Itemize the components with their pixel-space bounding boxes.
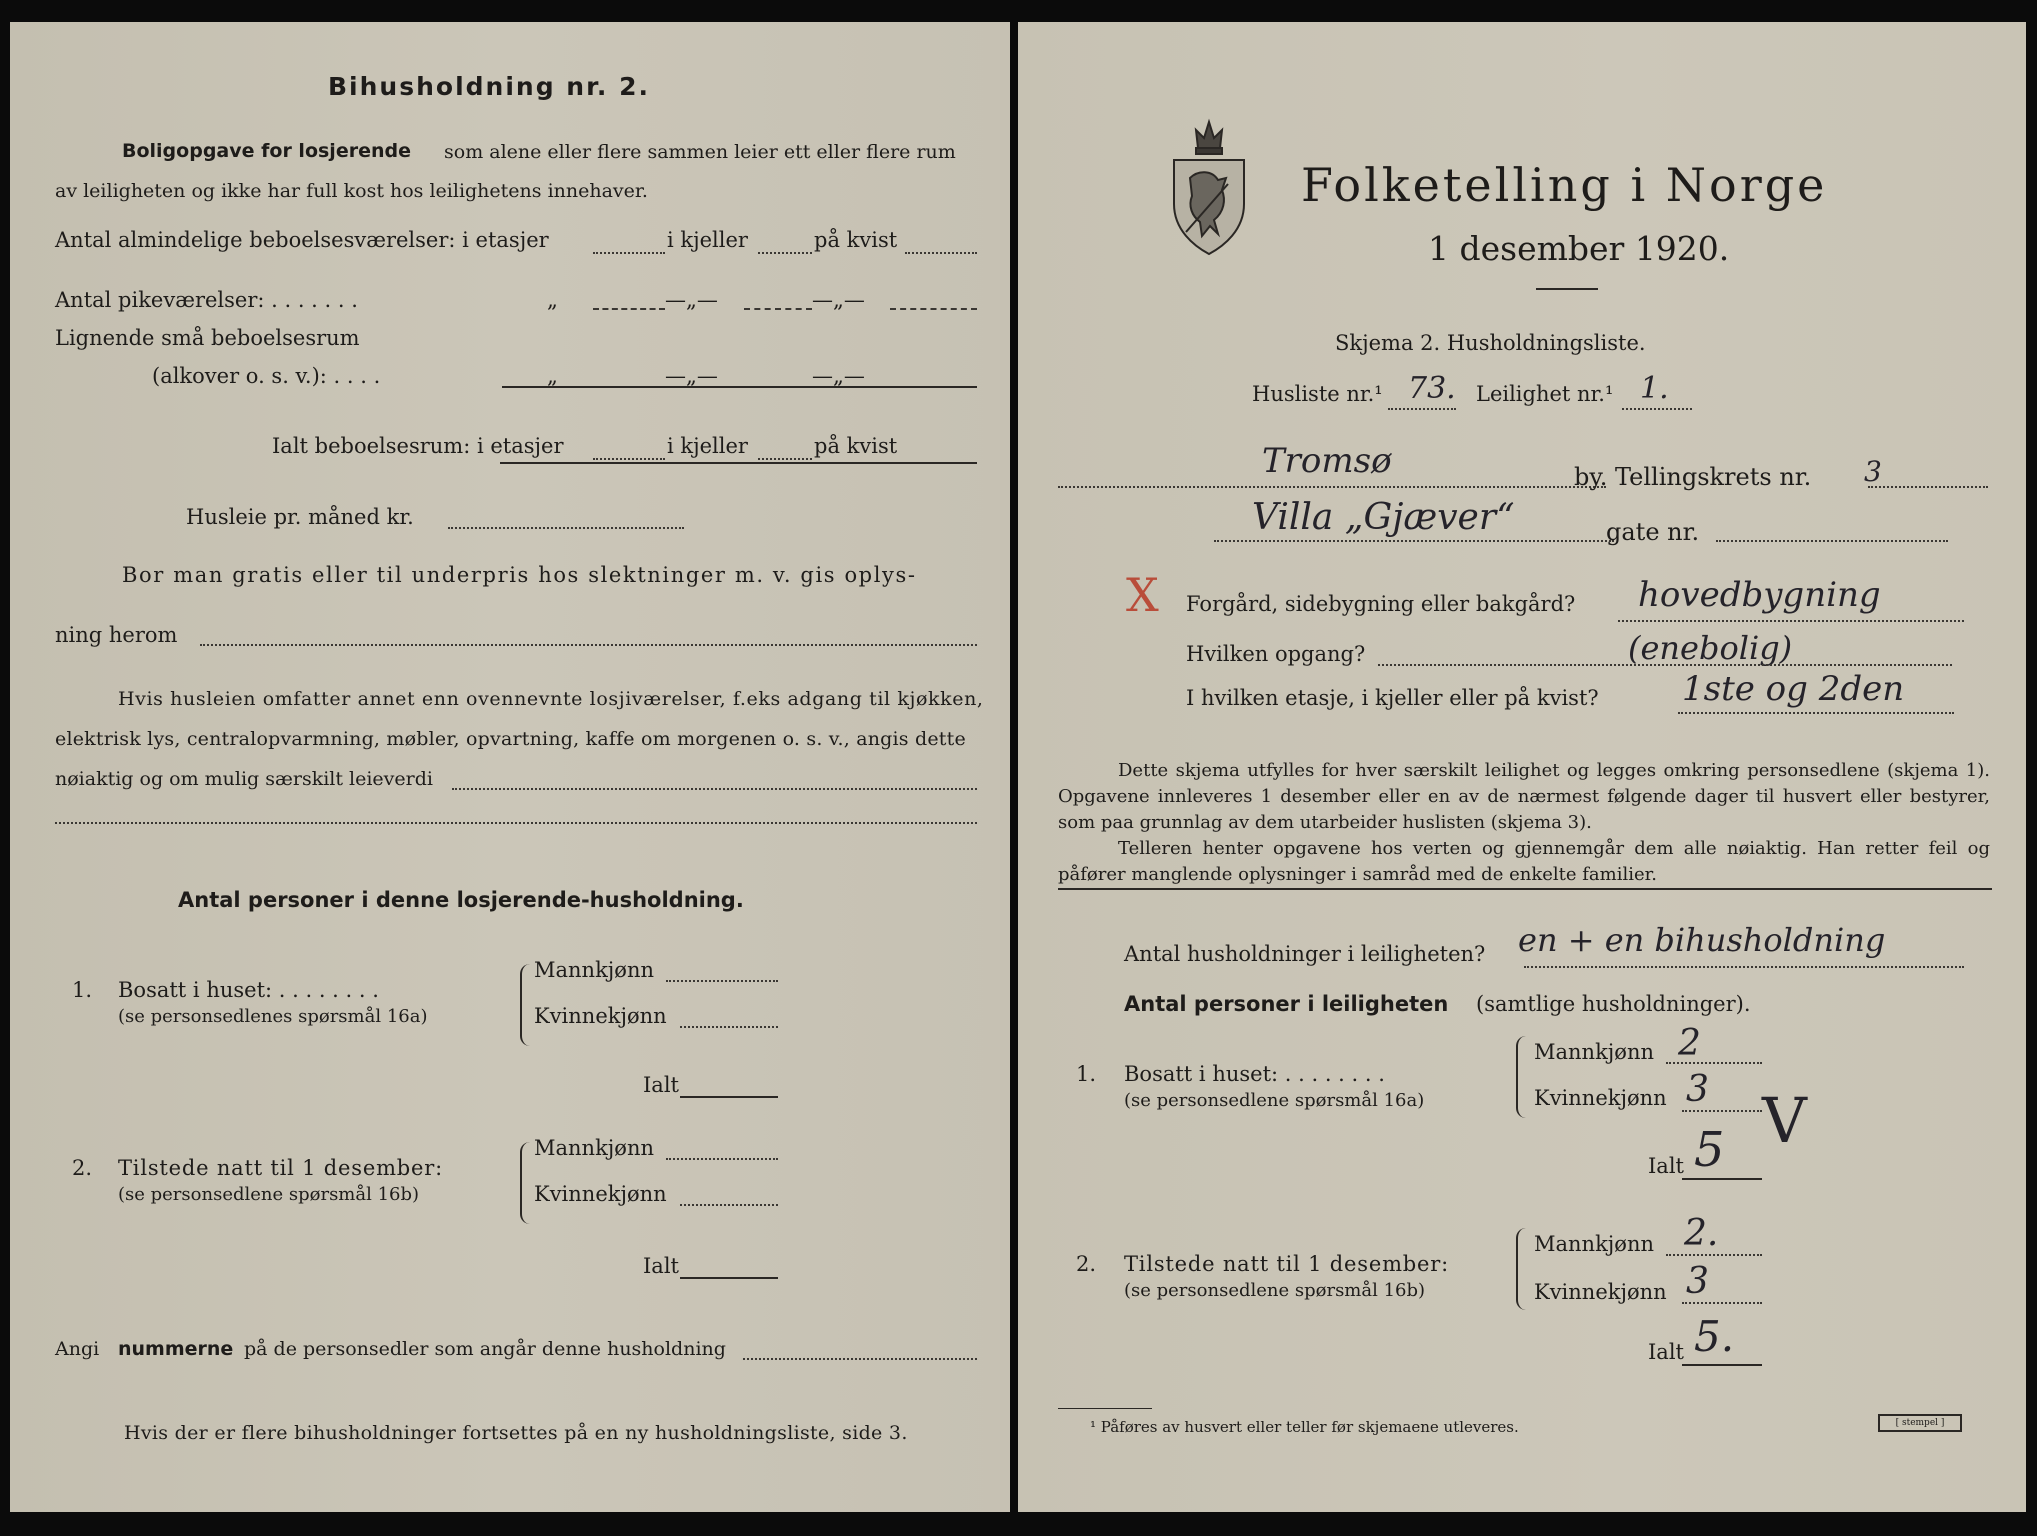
leieverdi-line: [452, 788, 977, 790]
opgang-label: Hvilken opgang?: [1186, 642, 1366, 666]
city-value: Tromsø: [1262, 441, 1392, 481]
right-bosatt-ialt-value: 5: [1694, 1122, 1725, 1178]
husleie-label: Husleie pr. måned kr.: [186, 505, 414, 529]
rooms-kvist-label: på kvist: [814, 228, 898, 252]
street-line: [1214, 540, 1614, 542]
ialt-rooms-label: Ialt beboelsesrum: i etasjer: [272, 434, 564, 458]
instructions-2: Telleren henter opgavene hos verten og gjennemgår dem alle nøiaktig. Han retter feil og påfører manglende oplysninger i samråd med de enkelte familier.: [1058, 838, 1990, 886]
personer-bold: Antal personer i leiligheten: [1124, 992, 1449, 1016]
husleien-line-1: Hvis husleien omfatter annet enn ovennevnte losjiværelser, f.eks adgang til kjøkken,: [118, 688, 984, 710]
opgang-line: [1378, 664, 1952, 666]
rooms-kjeller-line: [758, 252, 812, 254]
intro-line2: av leiligheten og ikke har full kost hos leilighetens innehaver.: [55, 180, 648, 202]
forgard-value: hovedbygning: [1638, 575, 1881, 615]
antal-personer-title: Antal personer i denne losjerende-husholdning.: [178, 888, 744, 912]
skjema-label: Skjema 2. Husholdningsliste.: [1335, 331, 1646, 355]
right-title: Folketelling i Norge: [1301, 158, 1828, 212]
rooms-label: Antal almindelige beboelsesværelser: i etasjer: [55, 228, 549, 252]
instructions-1: Dette skjema utfylles for hver særskilt leilighet og legges omkring personsedlene (skjema 1). Opgavene innleveres 1 desember eller en av de nærmest følgende dager til husvert eller bestyrer, som paa grunnlag av dem utarbeider huslisten (skjema 3).: [1058, 760, 1990, 834]
right-tilstede-label: Tilstede natt til 1 desember:: [1124, 1252, 1449, 1276]
left-bosatt-ialt-line: [680, 1096, 778, 1098]
left-tilstede-sub: (se personsedlene spørsmål 16b): [118, 1184, 420, 1205]
left-bosatt-label: Bosatt i huset: . . . . . . . .: [118, 978, 379, 1002]
left-title: Bihusholdning nr. 2.: [328, 72, 650, 101]
printer-stamp: [ stempel ]: [1878, 1414, 1962, 1432]
husleie-line: [448, 527, 684, 529]
left-tilstede-brace: [520, 1142, 532, 1224]
pike-ditto-2: —„—: [665, 288, 718, 312]
right-tilstede-ialt-line: [1682, 1364, 1762, 1366]
right-bosatt-brace: [1516, 1036, 1528, 1118]
pike-line-3: [890, 308, 977, 310]
extra-line: [55, 822, 977, 824]
alkover-ditto-2: —„—: [665, 364, 718, 388]
husleien-line-2: elektrisk lys, centralopvarmning, møbler, opvartning, kaffe om morgenen o. s. v., angis dette: [55, 728, 966, 750]
husholdninger-value: en + en bihusholdning: [1518, 921, 1886, 959]
left-bosatt-num: 1.: [72, 978, 93, 1002]
forgard-line: [1618, 620, 1964, 622]
left-tilstede-ialt-label: Ialt: [643, 1254, 679, 1278]
footnote-rule: [1058, 1408, 1152, 1409]
ning-herom-line: [200, 644, 977, 646]
angi-pre: Angi: [55, 1338, 100, 1360]
by-label: by. Tellingskrets nr.: [1574, 463, 1812, 491]
left-tilstede-kvinne-label: Kvinnekjønn: [534, 1182, 667, 1206]
right-bosatt-label: Bosatt i huset: . . . . . . . .: [1124, 1062, 1385, 1086]
left-tilstede-num: 2.: [72, 1156, 93, 1180]
rooms-kvist-line: [905, 252, 977, 254]
right-tilstede-mann-value: 2.: [1684, 1213, 1719, 1254]
right-bosatt-sub: (se personsedlene spørsmål 16a): [1124, 1090, 1425, 1111]
right-bosatt-ialt-label: Ialt: [1648, 1154, 1684, 1178]
krets-value: 3: [1864, 455, 1882, 488]
right-page: [1018, 22, 2026, 1512]
leilighet-line: [1622, 408, 1692, 410]
ialt-kvist-label: på kvist: [814, 434, 898, 458]
left-bosatt-mann-label: Mannkjønn: [534, 958, 655, 982]
right-tilstede-kvinne-line: [1682, 1302, 1762, 1304]
gate-label: gate nr.: [1606, 518, 1700, 546]
left-tilstede-kvinne-line: [680, 1204, 778, 1206]
left-bosatt-ialt-label: Ialt: [643, 1073, 679, 1097]
husholdninger-line: [1524, 966, 1964, 968]
gate-line: [1716, 540, 1948, 542]
etasje-value: 1ste og 2den: [1682, 669, 1905, 709]
ialt-kjeller-line: [758, 458, 812, 460]
ialt-underline: [500, 462, 977, 464]
left-bosatt-kvinne-line: [680, 1026, 778, 1028]
right-tilstede-sub: (se personsedlene spørsmål 16b): [1124, 1280, 1426, 1301]
left-footer: Hvis der er flere bihusholdninger fortsettes på en ny husholdningsliste, side 3.: [124, 1422, 908, 1444]
right-bosatt-num: 1.: [1076, 1062, 1097, 1086]
right-tilstede-brace: [1516, 1228, 1528, 1310]
lignende-label: Lignende små beboelsesrum: [55, 326, 360, 350]
left-tilstede-ialt-line: [680, 1277, 778, 1279]
husliste-line: [1388, 408, 1456, 410]
left-bosatt-brace: [520, 964, 532, 1046]
intro-rest: som alene eller flere sammen leier ett eller flere rum: [444, 141, 956, 163]
right-tilstede-kvinne-value: 3: [1686, 1261, 1709, 1302]
ialt-kjeller-label: i kjeller: [667, 434, 748, 458]
left-tilstede-mann-line: [666, 1158, 778, 1160]
right-date: 1 desember 1920.: [1428, 229, 1730, 268]
angi-post: på de personsedler som angår denne husholdning: [244, 1338, 726, 1360]
left-tilstede-label: Tilstede natt til 1 desember:: [118, 1156, 443, 1180]
right-bosatt-kvinne-value: 3: [1686, 1069, 1709, 1110]
pike-ditto-1: „: [547, 288, 558, 312]
forgard-label: Forgård, sidebygning eller bakgård?: [1186, 592, 1576, 616]
right-tilstede-ialt-label: Ialt: [1648, 1340, 1684, 1364]
street-value: Villa „Gjæver“: [1252, 497, 1515, 538]
left-tilstede-mann-label: Mannkjønn: [534, 1136, 655, 1160]
checkmark: V: [1762, 1084, 1807, 1157]
rooms-kjeller-label: i kjeller: [667, 228, 748, 252]
red-x-mark: X: [1126, 568, 1159, 622]
right-tilstede-mann-line: [1666, 1254, 1762, 1256]
left-bosatt-kvinne-label: Kvinnekjønn: [534, 1004, 667, 1028]
etasje-label: I hvilken etasje, i kjeller eller på kvist?: [1186, 686, 1599, 710]
right-bosatt-kvinne-label: Kvinnekjønn: [1534, 1086, 1667, 1110]
right-tilstede-kvinne-label: Kvinnekjønn: [1534, 1280, 1667, 1304]
right-bosatt-mann-value: 2: [1678, 1023, 1701, 1064]
etasje-line: [1678, 712, 1954, 714]
intro-bold: Boligopgave for losjerende: [122, 140, 411, 162]
husholdninger-label: Antal husholdninger i leiligheten?: [1124, 942, 1486, 966]
pike-ditto-3: —„—: [812, 288, 865, 312]
husliste-label: Husliste nr.¹: [1252, 382, 1383, 406]
right-tilstede-mann-label: Mannkjønn: [1534, 1232, 1655, 1256]
alkover-ditto-1: „: [547, 364, 558, 388]
right-bosatt-mann-label: Mannkjønn: [1534, 1040, 1655, 1064]
left-bosatt-mann-line: [666, 980, 778, 982]
krets-line: [1868, 486, 1988, 488]
opgang-value: (enebolig): [1628, 629, 1793, 667]
angi-bold: nummerne: [118, 1338, 234, 1360]
alkover-underline: [502, 386, 977, 388]
left-bosatt-sub: (se personsedlenes spørsmål 16a): [118, 1006, 428, 1027]
right-bosatt-kvinne-line: [1682, 1110, 1762, 1112]
coat-of-arms-icon: [1168, 108, 1250, 258]
bor-man-text: Bor man gratis eller til underpris hos slektninger m. v. gis oplys-: [122, 563, 917, 587]
left-page: [10, 22, 1010, 1512]
right-tilstede-ialt-value: 5.: [1694, 1312, 1735, 1361]
alkover-ditto-3: —„—: [812, 364, 865, 388]
alkover-label: (alkover o. s. v.): . . . .: [152, 364, 381, 388]
ning-herom-label: ning herom: [55, 623, 178, 647]
rooms-etasjer-line: [593, 252, 665, 254]
leilighet-value: 1.: [1640, 371, 1669, 406]
pike-line-1: [593, 308, 665, 310]
pike-line-2: [744, 308, 812, 310]
husliste-value: 73.: [1408, 371, 1456, 406]
right-bosatt-mann-line: [1666, 1062, 1762, 1064]
angi-line: [743, 1358, 977, 1360]
city-line: [1058, 486, 1606, 488]
personer-rest: (samtlige husholdninger).: [1476, 992, 1751, 1016]
husleien-line-3: nøiaktig og om mulig særskilt leieverdi: [55, 768, 433, 790]
title-rule: [1536, 288, 1598, 290]
right-tilstede-num: 2.: [1076, 1252, 1097, 1276]
footnote: ¹ Påføres av husvert eller teller før skjemaene utleveres.: [1090, 1418, 1519, 1436]
pike-label: Antal pikeværelser: . . . . . . .: [55, 288, 358, 312]
right-bosatt-ialt-line: [1682, 1178, 1762, 1180]
leilighet-label: Leilighet nr.¹: [1476, 382, 1614, 406]
ialt-etasjer-line: [593, 458, 665, 460]
section-rule: [1058, 888, 1992, 890]
